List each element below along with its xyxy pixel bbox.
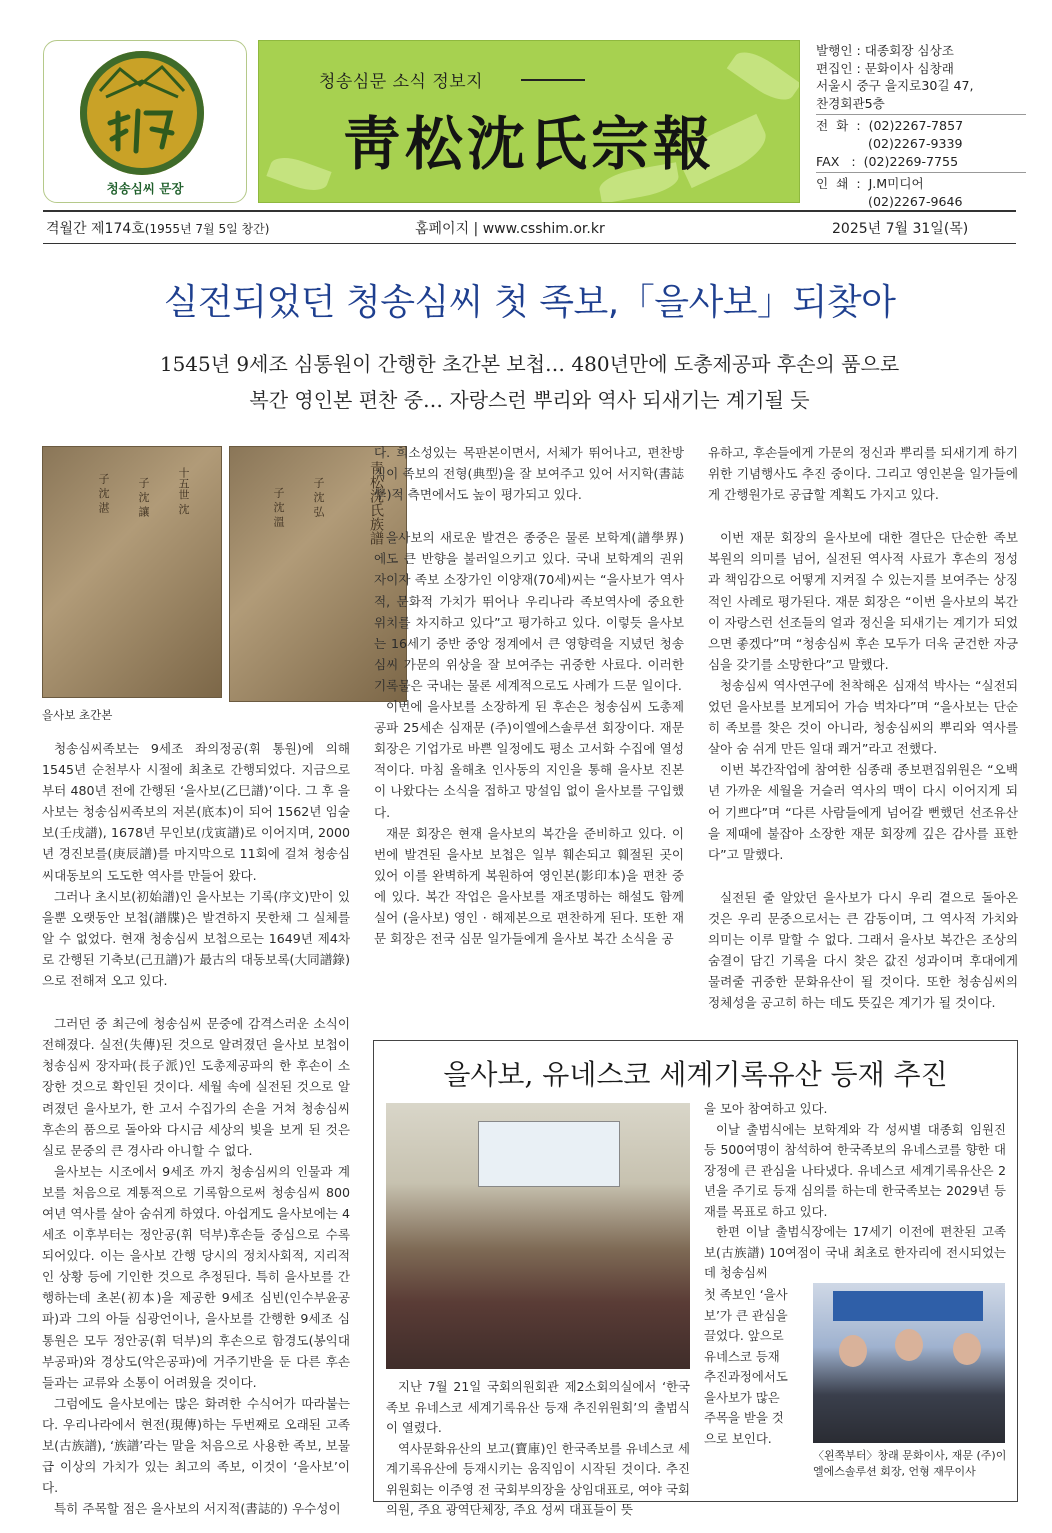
printer-line: 인 쇄 : J.M미디어 (816, 176, 924, 192)
officials-photo (813, 1283, 1005, 1443)
publisher-line: 발행인 : 대종회장 심상조 (816, 43, 954, 58)
fax-line: FAX : (02)2269-7755 (816, 153, 959, 169)
paragraph: 한편 이날 출범식장에는 17세기 이전에 편찬된 고족보(古族譜) 10여점이 국내 최초로 한자리에 전시되었는데 청송심씨 (704, 1224, 1006, 1280)
paragraph: 특히 주목할 점은 을사보의 서지적(書誌的) 우수성이 (54, 1501, 341, 1517)
address-line: 서울시 중구 을지로30길 47, (816, 78, 974, 94)
issue-label: 격월간 제174호 (46, 221, 145, 237)
paragraph: 이번 복간작업에 참여한 심종래 종보편집위원은 “오백년 가까운 세월을 거슬러 역사의 맥이 다시 이어지게 되어 기쁘다”며 “다른 사람들에게 넘어갈 뻔했던 선조유산을 제때에 불잡아 소장한 재문 회장께 깊은 감사를 표한다”고 말했다. (708, 762, 1018, 862)
paragraph: 그럼에도 을사보에는 많은 화려한 수식어가 따라붙는다. 우리나라에서 현전(現傳)하는 두번째로 오래된 고족보(古族譜), ‘族譜’라는 말을 처음으로 사용한 족보, 보물급 이상의 가치가 있는 최고의 족보, 이것이 ‘을사보’이다. (42, 1395, 350, 1496)
issue-founding-note: (1955년 7월 5일 창간) (144, 222, 270, 236)
paragraph: 그러던 중 최근에 청송심씨 문중에 감격스러운 소식이 전해졌다. 실전(失傳)된 것으로 알려졌던 을사보 보첩이 청송심씨 장자파(長子派)인 도총제공파의 한 후손이 소장한 것으로 확인된 것이다. 세월 속에 실전된 것으로 알려졌던 을사보가, 한 고서 수집가의 손을 거쳐 청송심씨 후손의 품으로 돌아와 다시금 세상의 빛을 보게 된 것은 실로 문중의 큰 경사라 아니할 수 없다. (42, 1016, 350, 1158)
officials-photo-caption-1: 〈왼쪽부터〉창래 문화이사, 재문 (주)이 (813, 1449, 1007, 1462)
officials-photo-caption-2: 엘에스솔루션 회장, 언형 재무이사 (813, 1465, 976, 1478)
article-column-1 (42, 738, 350, 1519)
publisher-info (816, 42, 1026, 210)
masthead-subtitle: 청송심문 소식 정보지 (319, 72, 484, 92)
ceremony-hall-photo (386, 1103, 690, 1369)
emblem-caption: 청송심씨 문장 (106, 181, 184, 196)
main-headline: 실전되었던 청송심씨 첫 족보,「을사보」되찾아 (163, 282, 896, 323)
photo-caption-eulsabo: 을사보 초간본 (42, 708, 113, 722)
article-column-3 (708, 442, 1018, 1013)
printer-phone-line: (02)2267-9646 (816, 193, 963, 209)
paragraph: 이번 재문 회장의 을사보에 대한 결단은 단순한 족보 복원의 의미를 넘어, 실전된 역사적 사료가 후손의 정성과 책임감으로 어떻게 지켜질 수 있는지를 보여주는 상징적인 사례로 평가된다. 재문 회장은 “이번 을사보의 복간이 자랑스런 선조들의 얼과 정신을 되새기는 계기가 되었으면 좋겠다”며 “청송심씨 후손 모두가 더욱 굳건한 자긍심을 갖기를 소망한다”고 말했다. (708, 530, 1018, 672)
article-column-2 (374, 442, 684, 949)
paragraph: 이날 출범식에는 보학계와 각 성씨별 대종회 임원진 등 500여명이 참석하여 한국족보의 유네스코를 향한 대장정에 큰 관심을 나타냈다. 유네스코 세계기록유산은 2년을 주기로 등재 심의를 하는데 한국족보는 2029년 등재를 목표로 하고 있다. (704, 1121, 1006, 1219)
clan-emblem-logo (80, 51, 204, 175)
newspaper-title: 靑松沈氏宗報 (342, 110, 715, 178)
address-line-2: 찬경회관5층 (816, 95, 885, 111)
eulsabo-photo-left: 十五世 沈 子 沈 讓 子 沈 湛 (42, 446, 222, 698)
paragraph: 을 모아 참여하고 있다. (704, 1101, 828, 1116)
homepage-link[interactable]: 홈페이지 | www.csshim.or.kr (415, 221, 605, 237)
paragraph: 지난 7월 21일 국회의원회관 제2소회의실에서 ‘한국족보 유네스코 세계기록유산 등재 추진위원회’의 출범식이 열렸다. (386, 1379, 690, 1435)
paragraph: 을사보는 시조에서 9세조 까지 청송심씨의 인물과 계보를 처음으로 계통적으로 기록함으로써 청송심씨 800여년 역사를 살아 숨쉬게 하였다. 아쉽게도 을사보에는 4세조 이후부터는 정안공(휘 덕부)후손들 중심으로 수록되어있다. 이는 을사보 간행 당시의 정치사회적, 지리적인 상황 등에 기인한 것으로 추정된다. 특히 을사보를 간행하는데 초본(初本)을 제공한 9세조 심빈(인수부윤공파)과 그의 아들 심광언이나, 을사보를 간행한 9세조 심통원은 모두 정안공(휘 덕부)의 후손으로 함경도(봉익대부공파)와 경상도(악은공파)에 거주기반을 둔 다른 후손들과는 교류와 소통이 어려웠을 것이다. (42, 1163, 350, 1390)
paragraph: 을사보의 새로운 발견은 종중은 물론 보학계(譜學界)에도 큰 반향을 불러일으키고 있다. 국내 보학계의 권위자이자 족보 소장가인 이양재(70세)씨는 “을사보가 역사적, 문화적 가치가 뛰어나 우리나라 족보역사에 중요한 위치를 차지하고 있다”고 평가하고 있다. 이렇듯 을사보는 16세기 중반 중앙 정계에서 큰 영향력을 지녔던 청송심씨 가문의 위상을 잘 보여주는 귀중한 사료다. 이러한 기록물은 국내는 물론 세계적으로도 사례가 드문 일이다. (374, 530, 684, 693)
masthead-title-panel (258, 40, 800, 203)
editor-line: 편집인 : 문화이사 심창래 (816, 60, 954, 76)
phone-line-2: (02)2267-9339 (816, 135, 963, 151)
paragraph: 청송심씨 역사연구에 천착해온 심재석 박사는 “실전되었던 을사보를 보게되어 가슴 벅차다”며 “을사보는 단순히 족보를 찾은 것이 아니라, 청송심씨의 뿌리와 역사를 살아 숨 쉬게 만든 일대 쾌거”라고 전했다. (708, 677, 1018, 757)
info-bar-top-rule (43, 210, 1016, 212)
paragraph: 실전된 줄 알았던 을사보가 다시 우리 곁으로 돌아온 것은 우리 문중으로서는 큰 감동이며, 그 역사적 가치와 의미는 이루 말할 수 없다. 그래서 을사보 복간은 조상의 숨결이 담긴 기록을 다시 찾은 값진 성과이며 후대에게 물려줄 귀중한 문화유산이 될 것이다. 또한 청송심씨의 정체성을 공고히 하는 데도 뜻깊은 계기가 될 것이다. (708, 889, 1018, 1011)
box-column-right (704, 1099, 1006, 1284)
issue-number (46, 218, 269, 238)
paragraph: 그러나 초시보(初始譜)인 을사보는 기록(序文)만이 있을뿐 오랫동안 보첩(譜牒)은 발견하지 못한채 그 실체를 알 수 없었다. 현재 청송심씨 보첩으로는 1649년 제4차로 간행된 기축보(己丑譜)가 最古의 대동보록(大同譜錄)으로 전해져 오고 있다. (42, 888, 350, 989)
paragraph: 유하고, 후손들에게 가문의 정신과 뿌리를 되새기게 하기 위한 기념행사도 추진 중이다. 그리고 영인본을 일가들에게 간행원가로 공급할 계획도 가지고 있다. (708, 445, 1018, 503)
subtitle-rule (521, 79, 585, 81)
box-article-title: 을사보, 유네스코 세계기록유산 등재 추진 (443, 1058, 948, 1091)
unesco-article-box (373, 1040, 1018, 1517)
subheadline-2: 복간 영인본 편찬 중… 자랑스런 뿌리와 역사 되새기는 계기될 듯 (249, 388, 810, 412)
emblem-box (43, 40, 247, 203)
phone-line: 전 화 : (02)2267-7857 (816, 118, 964, 134)
paragraph: 청송심씨족보는 9세조 좌의정공(휘 통원)에 의해 1545년 순천부사 시절에 최초로 간행되었다. 지금으로부터 480년 전에 간행된 ‘을사보(乙巳譜)’이다. 그 후 을사보는 청송심씨족보의 저본(底本)이 되어 1562년 임술보(壬戌譜), 1678년 무인보(戊寅譜)로 이어지며, 2000년 경진보를(庚辰譜)를 마지막으로 11회에 걸쳐 청송심씨대동보의 도도한 역사를 만들어 왔다. (42, 741, 350, 883)
box-column-left (386, 1377, 690, 1521)
subheadline-1: 1545년 9세조 심통원이 간행한 초간본 보첩… 480년만에 도총제공파 후손의 품으로 (159, 352, 900, 376)
box-column-narrow (704, 1285, 792, 1449)
paragraph: 이번에 을사보를 소장하게 된 후손은 청송심씨 도총제공파 25세손 심재문 (주)이엘에스솔루션 회장이다. 재문 회장은 기업가로 바쁜 일정에도 평소 고서화 수집에 열성적이다. 마침 올해초 인사동의 지인을 통해 을사보 진본이 나왔다는 소식을 접하고 망설임 없이 을사보를 구입했다. (374, 699, 684, 820)
paragraph: 첫 족보인 ‘을사보’가 큰 관심을 끌었다. 앞으로 유네스코 등재 추진과정에서도 을사보가 많은 주목을 받을 것으로 보인다. (704, 1287, 788, 1446)
issue-date: 2025년 7월 31일(목) (832, 221, 969, 237)
paragraph: 재문 회장은 현재 을사보의 복간을 준비하고 있다. 이번에 발견된 을사보 보첩은 일부 훼손되고 훼절된 곳이 있어 이를 완벽하게 복원하여 영인본(影印本)을 편찬 중에 있다. 복간 작업은 을사보를 재조명하는 해설도 함께 실어 (을사보) 영인 · 해제본으로 편찬하게 된다. 또한 재문 회장은 전국 심문 일가들에게 을사보 복간 소식을 공 (374, 825, 684, 947)
eulsabo-photo-right: 靑松沈氏族譜 子 沈 弘 子 沈 溫 (229, 446, 407, 702)
info-bar-bottom-rule (43, 243, 1016, 244)
paragraph: 역사문화유산의 보고(寶庫)인 한국족보를 유네스코 세계기록유산에 등재시키는 움직임이 시작된 것이다. 추진위원회는 이주영 전 국회부의장을 상임대표로, 여야 국회의원, 주요 광역단체장, 주요 성씨 대표들이 뜻 (386, 1440, 690, 1517)
paragraph: 다. 희소성있는 목판본이면서, 서체가 뛰어나고, 편찬방식이 족보의 전형(典型)을 잘 보여주고 있어 서지학(書誌學)적 측면에서도 높이 평가되고 있다. (374, 445, 684, 503)
